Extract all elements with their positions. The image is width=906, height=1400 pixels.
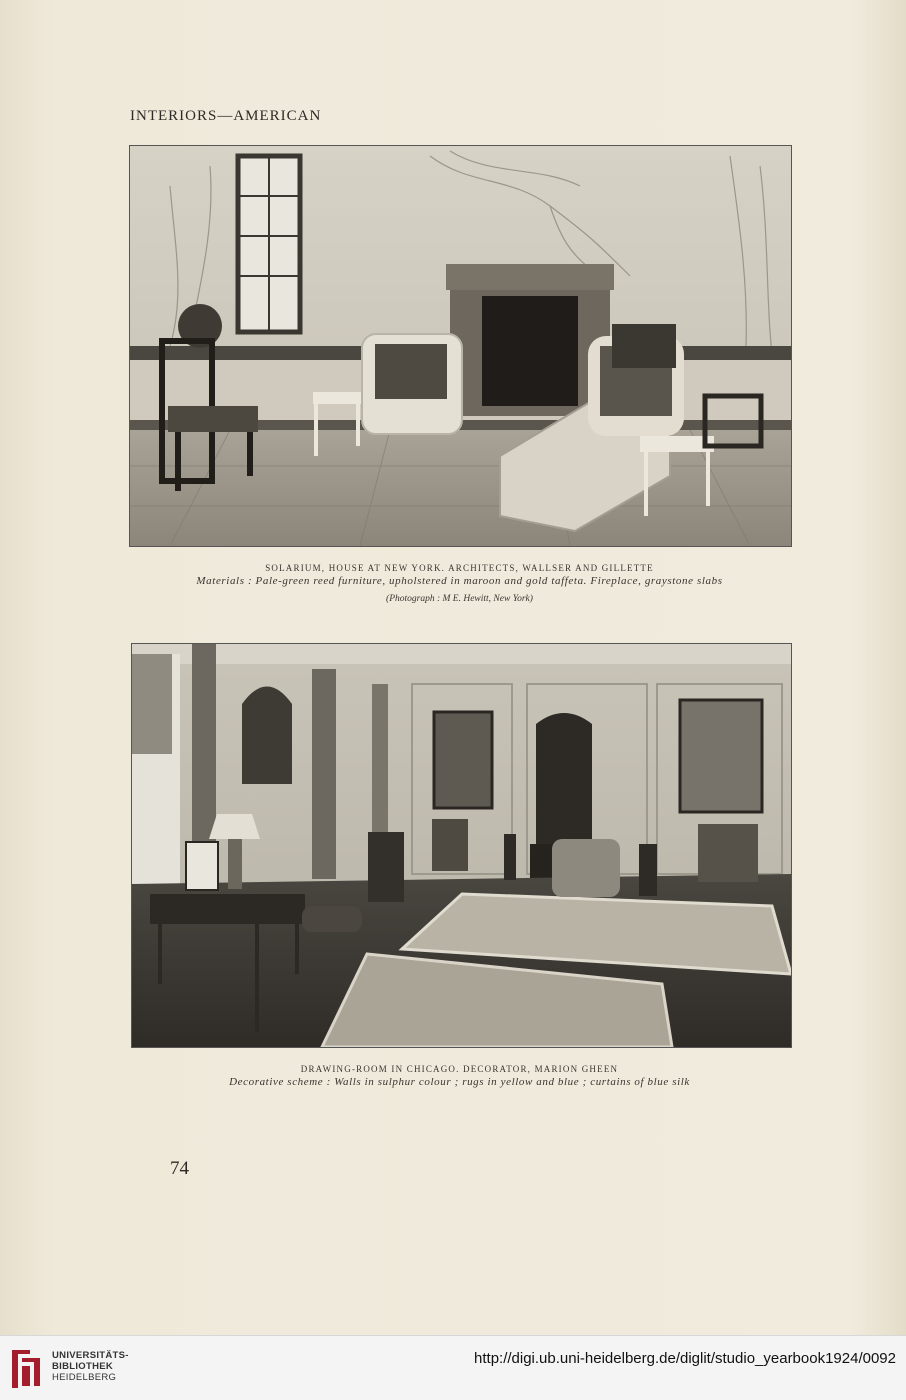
library-name-line2: BIBLIOTHEK — [52, 1361, 114, 1372]
solarium-photograph — [129, 145, 792, 547]
figure2-scheme: Decorative scheme : Walls in sulphur colour ; rugs in yellow and blue ; curtains of blue silk — [229, 1076, 690, 1088]
figure1-credit: (Photograph : M E. Hewitt, New York) — [386, 594, 533, 604]
running-head: INTERIORS—AMERICAN — [130, 108, 322, 124]
figure2-title: DRAWING-ROOM IN CHICAGO. DECORATOR, MARION GHEEN — [300, 1064, 619, 1074]
page-number: 74 — [170, 1158, 189, 1179]
drawing-room-photograph — [131, 643, 792, 1048]
library-name — [52, 1350, 129, 1383]
figure1-title: SOLARIUM, HOUSE AT NEW YORK. ARCHITECTS, WALLSER AND GILLETTE — [265, 563, 654, 573]
source-url-link[interactable]: http://digi.ub.uni-heidelberg.de/diglit/studio_yearbook1924/0092 — [474, 1350, 896, 1367]
footer-bar — [0, 1335, 906, 1400]
library-name-line1: UNIVERSITÄTS- — [52, 1350, 129, 1361]
figure1-materials: Materials : Pale-green reed furniture, upholstered in maroon and gold taffeta. Fireplace, graystone slabs — [196, 575, 723, 587]
library-name-line3: HEIDELBERG — [52, 1372, 117, 1383]
library-logo-icon — [8, 1344, 44, 1392]
